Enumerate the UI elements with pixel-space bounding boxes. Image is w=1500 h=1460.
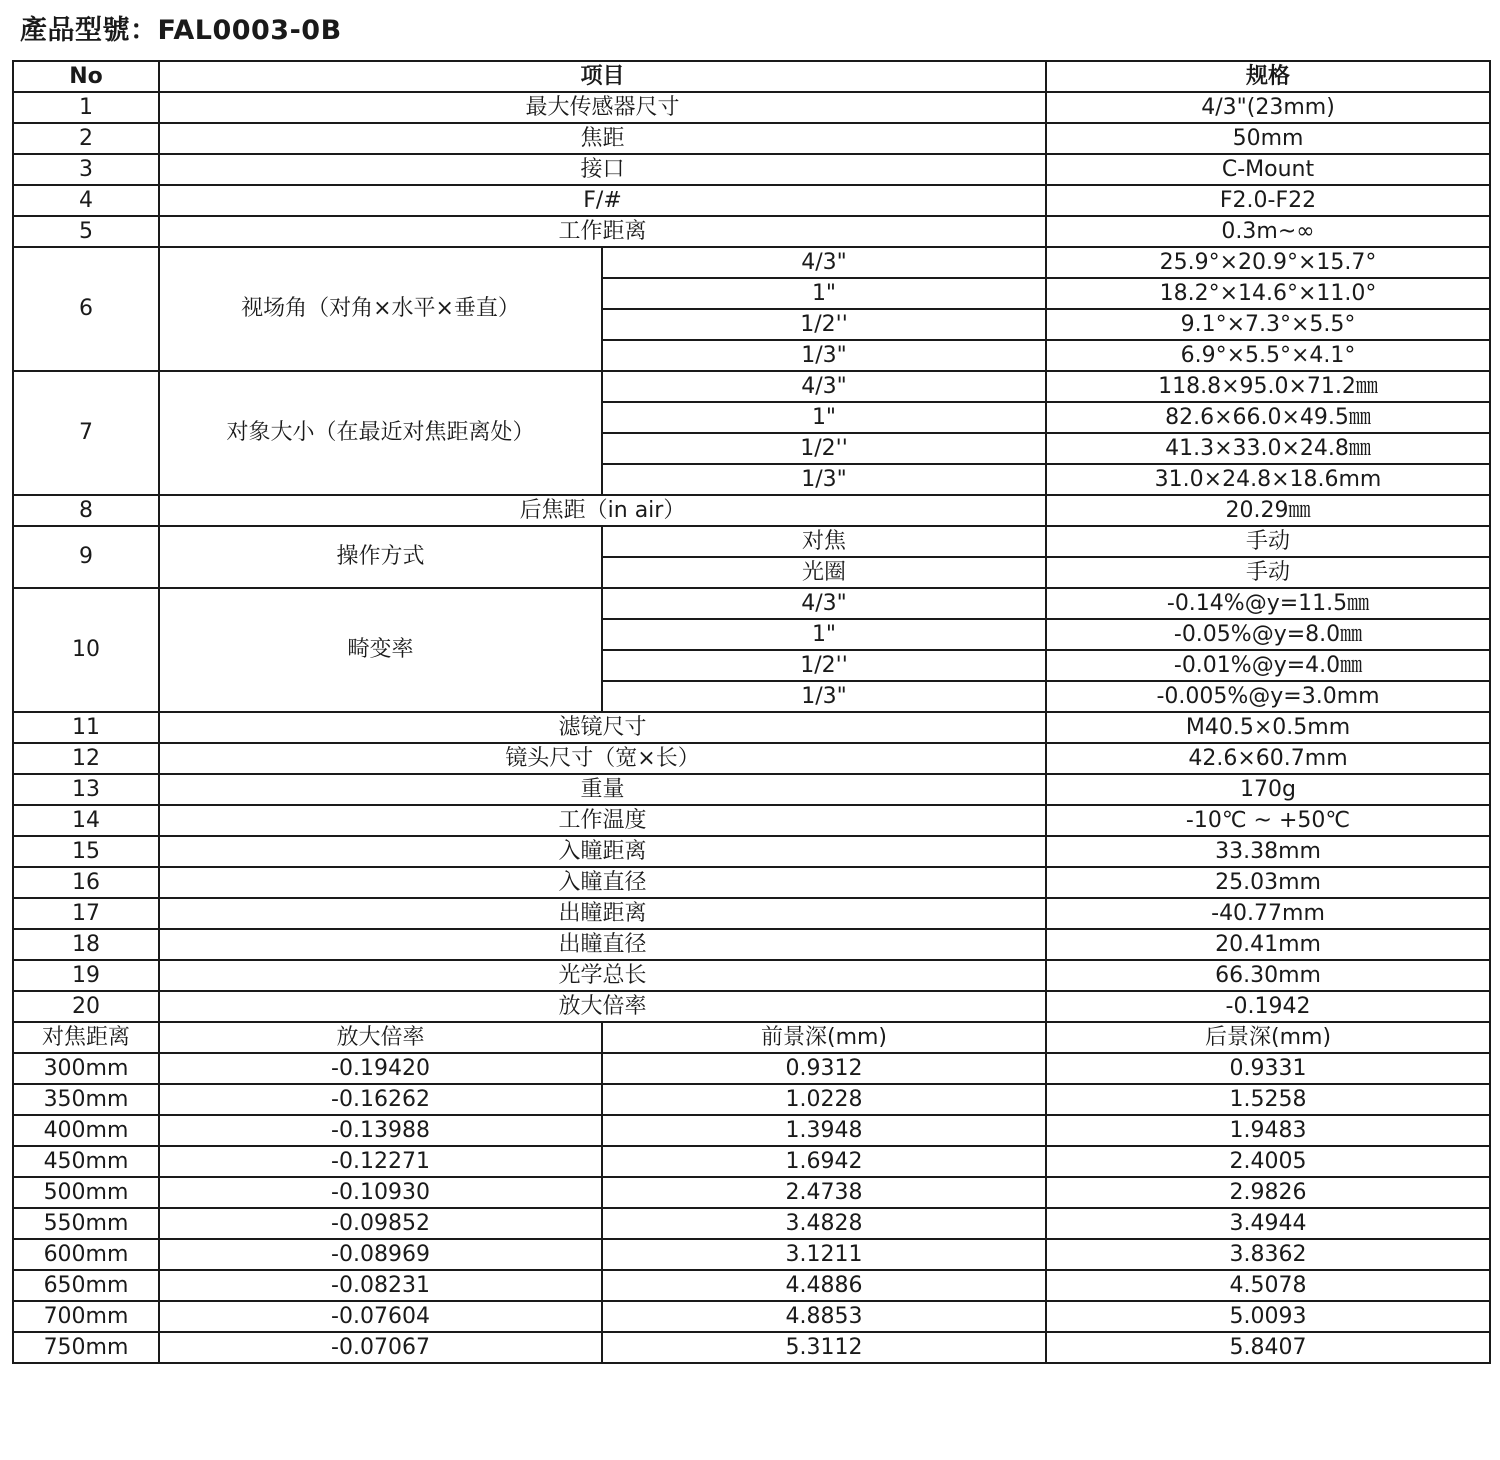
dof-row <box>13 1208 1490 1239</box>
table-row <box>13 216 1490 247</box>
row-item: 焦距 <box>159 123 1046 154</box>
dof-front: 0.9312 <box>602 1053 1046 1084</box>
row-item: 工作距离 <box>159 216 1046 247</box>
dof-focus-distance: 300mm <box>13 1053 159 1084</box>
dof-magnification: -0.10930 <box>159 1177 602 1208</box>
row-spec: 手动 <box>1046 526 1490 557</box>
row-no: 13 <box>13 774 159 805</box>
row-spec: -0.1942 <box>1046 991 1490 1022</box>
row-no: 9 <box>13 526 159 588</box>
table-row <box>13 929 1490 960</box>
dof-header-focus-distance: 对焦距离 <box>13 1022 159 1053</box>
row-sub: 4/3" <box>602 588 1046 619</box>
row-no: 14 <box>13 805 159 836</box>
dof-header-front-dof: 前景深(mm) <box>602 1022 1046 1053</box>
row-spec: 66.30mm <box>1046 960 1490 991</box>
row-sub: 1/3" <box>602 464 1046 495</box>
row-sub: 4/3" <box>602 247 1046 278</box>
row-spec: 25.9°×20.9°×15.7° <box>1046 247 1490 278</box>
row-sub: 1" <box>602 278 1046 309</box>
row-spec: 50mm <box>1046 123 1490 154</box>
header-item: 项目 <box>159 61 1046 92</box>
row-sub: 1/3" <box>602 340 1046 371</box>
dof-focus-distance: 750mm <box>13 1332 159 1363</box>
dof-row <box>13 1177 1490 1208</box>
row-no: 20 <box>13 991 159 1022</box>
row-spec: 118.8×95.0×71.2㎜ <box>1046 371 1490 402</box>
dof-magnification: -0.09852 <box>159 1208 602 1239</box>
row-item: 放大倍率 <box>159 991 1046 1022</box>
row-spec: -0.05%@y=8.0㎜ <box>1046 619 1490 650</box>
row-spec: 170g <box>1046 774 1490 805</box>
table-row <box>13 588 1490 619</box>
row-item: 畸变率 <box>159 588 602 712</box>
dof-rear: 0.9331 <box>1046 1053 1490 1084</box>
dof-focus-distance: 450mm <box>13 1146 159 1177</box>
table-row <box>13 836 1490 867</box>
dof-magnification: -0.16262 <box>159 1084 602 1115</box>
dof-magnification: -0.13988 <box>159 1115 602 1146</box>
dof-row <box>13 1239 1490 1270</box>
row-spec: -40.77mm <box>1046 898 1490 929</box>
row-sub: 4/3" <box>602 371 1046 402</box>
row-item: 最大传感器尺寸 <box>159 92 1046 123</box>
row-spec: -10℃ ~ +50℃ <box>1046 805 1490 836</box>
row-no: 16 <box>13 867 159 898</box>
row-item: 滤镜尺寸 <box>159 712 1046 743</box>
table-row <box>13 960 1490 991</box>
row-spec: 31.0×24.8×18.6mm <box>1046 464 1490 495</box>
row-spec: -0.01%@y=4.0㎜ <box>1046 650 1490 681</box>
table-row <box>13 185 1490 216</box>
dof-rear: 2.4005 <box>1046 1146 1490 1177</box>
dof-front: 2.4738 <box>602 1177 1046 1208</box>
row-spec: 25.03mm <box>1046 867 1490 898</box>
dof-header-rear-dof: 后景深(mm) <box>1046 1022 1490 1053</box>
row-no: 12 <box>13 743 159 774</box>
row-item: 入瞳距离 <box>159 836 1046 867</box>
row-sub: 1/2'' <box>602 433 1046 464</box>
row-item: 视场角（对角×水平×垂直） <box>159 247 602 371</box>
row-no: 2 <box>13 123 159 154</box>
row-no: 19 <box>13 960 159 991</box>
row-sub: 1/3" <box>602 681 1046 712</box>
row-spec: 41.3×33.0×24.8㎜ <box>1046 433 1490 464</box>
dof-focus-distance: 700mm <box>13 1301 159 1332</box>
dof-header-magnification: 放大倍率 <box>159 1022 602 1053</box>
dof-rear: 3.4944 <box>1046 1208 1490 1239</box>
dof-front: 1.0228 <box>602 1084 1046 1115</box>
row-item: 工作温度 <box>159 805 1046 836</box>
table-header-row <box>13 61 1490 92</box>
dof-row <box>13 1332 1490 1363</box>
dof-magnification: -0.07067 <box>159 1332 602 1363</box>
dof-front: 1.3948 <box>602 1115 1046 1146</box>
table-row <box>13 774 1490 805</box>
row-item: 后焦距（in air） <box>159 495 1046 526</box>
row-spec: 18.2°×14.6°×11.0° <box>1046 278 1490 309</box>
dof-rear: 5.8407 <box>1046 1332 1490 1363</box>
dof-front: 1.6942 <box>602 1146 1046 1177</box>
table-row <box>13 743 1490 774</box>
table-row <box>13 712 1490 743</box>
dof-rear: 3.8362 <box>1046 1239 1490 1270</box>
row-no: 10 <box>13 588 159 712</box>
row-spec: 4/3"(23mm) <box>1046 92 1490 123</box>
row-item: 操作方式 <box>159 526 602 588</box>
dof-row <box>13 1146 1490 1177</box>
dof-front: 5.3112 <box>602 1332 1046 1363</box>
dof-focus-distance: 650mm <box>13 1270 159 1301</box>
row-spec: 0.3m~∞ <box>1046 216 1490 247</box>
row-spec: 33.38mm <box>1046 836 1490 867</box>
row-no: 11 <box>13 712 159 743</box>
row-spec: 82.6×66.0×49.5㎜ <box>1046 402 1490 433</box>
dof-rear: 1.5258 <box>1046 1084 1490 1115</box>
row-item: 镜头尺寸（宽×长） <box>159 743 1046 774</box>
dof-magnification: -0.12271 <box>159 1146 602 1177</box>
row-spec: -0.14%@y=11.5㎜ <box>1046 588 1490 619</box>
row-spec: F2.0-F22 <box>1046 185 1490 216</box>
row-sub: 1" <box>602 402 1046 433</box>
row-item: 入瞳直径 <box>159 867 1046 898</box>
row-spec: C-Mount <box>1046 154 1490 185</box>
row-item: 出瞳距离 <box>159 898 1046 929</box>
dof-front: 3.4828 <box>602 1208 1046 1239</box>
row-item: 接口 <box>159 154 1046 185</box>
row-spec: 20.41mm <box>1046 929 1490 960</box>
table-row <box>13 371 1490 402</box>
dof-rear: 5.0093 <box>1046 1301 1490 1332</box>
dof-focus-distance: 550mm <box>13 1208 159 1239</box>
dof-row <box>13 1301 1490 1332</box>
row-sub: 1" <box>602 619 1046 650</box>
dof-row <box>13 1115 1490 1146</box>
row-item: 重量 <box>159 774 1046 805</box>
row-spec: 6.9°×5.5°×4.1° <box>1046 340 1490 371</box>
row-item: 光学总长 <box>159 960 1046 991</box>
table-row <box>13 92 1490 123</box>
row-item: 对象大小（在最近对焦距离处） <box>159 371 602 495</box>
row-no: 5 <box>13 216 159 247</box>
table-row <box>13 495 1490 526</box>
row-spec: 42.6×60.7mm <box>1046 743 1490 774</box>
row-no: 15 <box>13 836 159 867</box>
table-row <box>13 154 1490 185</box>
row-no: 1 <box>13 92 159 123</box>
spec-table <box>12 60 1491 1364</box>
page-title: 產品型號：FAL0003-0B <box>20 15 342 46</box>
dof-focus-distance: 350mm <box>13 1084 159 1115</box>
table-row <box>13 247 1490 278</box>
row-no: 8 <box>13 495 159 526</box>
dof-rear: 1.9483 <box>1046 1115 1490 1146</box>
dof-magnification: -0.19420 <box>159 1053 602 1084</box>
dof-rear: 4.5078 <box>1046 1270 1490 1301</box>
dof-front: 3.1211 <box>602 1239 1046 1270</box>
header-spec: 规格 <box>1046 61 1490 92</box>
dof-row <box>13 1084 1490 1115</box>
dof-row <box>13 1270 1490 1301</box>
row-no: 7 <box>13 371 159 495</box>
dof-focus-distance: 400mm <box>13 1115 159 1146</box>
dof-magnification: -0.07604 <box>159 1301 602 1332</box>
dof-rear: 2.9826 <box>1046 1177 1490 1208</box>
table-row <box>13 991 1490 1022</box>
row-spec: 20.29㎜ <box>1046 495 1490 526</box>
table-row <box>13 898 1490 929</box>
dof-header-row <box>13 1022 1490 1053</box>
dof-magnification: -0.08231 <box>159 1270 602 1301</box>
row-no: 6 <box>13 247 159 371</box>
table-row <box>13 805 1490 836</box>
row-no: 4 <box>13 185 159 216</box>
row-sub: 1/2'' <box>602 309 1046 340</box>
row-no: 17 <box>13 898 159 929</box>
dof-front: 4.4886 <box>602 1270 1046 1301</box>
row-sub: 对焦 <box>602 526 1046 557</box>
dof-front: 4.8853 <box>602 1301 1046 1332</box>
row-spec: 手动 <box>1046 557 1490 588</box>
table-row <box>13 867 1490 898</box>
row-no: 3 <box>13 154 159 185</box>
row-sub: 光圈 <box>602 557 1046 588</box>
row-item: 出瞳直径 <box>159 929 1046 960</box>
dof-focus-distance: 600mm <box>13 1239 159 1270</box>
dof-row <box>13 1053 1490 1084</box>
row-spec: M40.5×0.5mm <box>1046 712 1490 743</box>
header-no: No <box>13 61 159 92</box>
table-row <box>13 123 1490 154</box>
row-spec: -0.005%@y=3.0mm <box>1046 681 1490 712</box>
dof-magnification: -0.08969 <box>159 1239 602 1270</box>
row-sub: 1/2'' <box>602 650 1046 681</box>
row-item: F/# <box>159 185 1046 216</box>
row-no: 18 <box>13 929 159 960</box>
row-spec: 9.1°×7.3°×5.5° <box>1046 309 1490 340</box>
dof-focus-distance: 500mm <box>13 1177 159 1208</box>
table-row <box>13 526 1490 557</box>
